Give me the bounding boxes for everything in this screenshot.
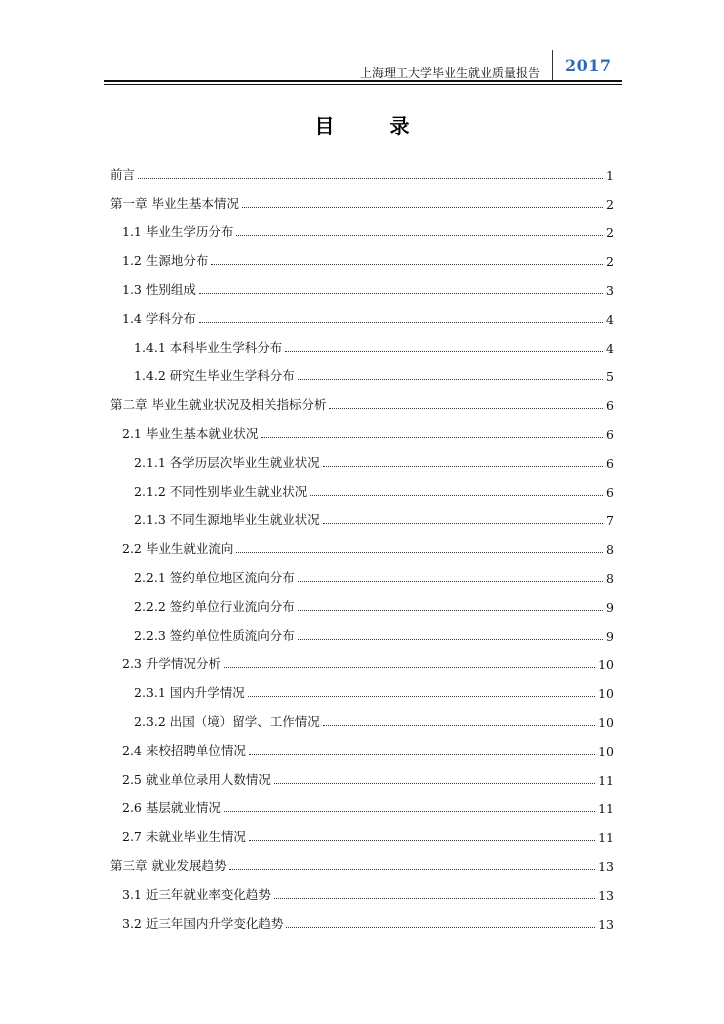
report-title: 上海理工大学毕业生就业质量报告 bbox=[360, 66, 541, 80]
toc-entry-label: 2.7 未就业毕业生情况 bbox=[122, 829, 246, 845]
toc-dot-leader bbox=[224, 811, 595, 812]
toc-entry-page: 4 bbox=[606, 311, 614, 327]
toc-dot-leader bbox=[229, 869, 595, 870]
toc-entry-page: 10 bbox=[598, 657, 614, 673]
toc-entry-page: 6 bbox=[606, 426, 614, 442]
toc-entry-label: 2.1 毕业生基本就业状况 bbox=[122, 425, 259, 441]
toc-entry-label: 2.1.1 各学历层次毕业生就业状况 bbox=[134, 454, 320, 470]
toc-dot-leader bbox=[298, 639, 603, 640]
toc-dot-leader bbox=[249, 754, 595, 755]
toc-entry-label: 2.2.2 签约单位行业流向分布 bbox=[134, 598, 295, 614]
toc-dot-leader bbox=[249, 840, 595, 841]
toc-entry[interactable] bbox=[110, 156, 614, 185]
toc-entry-page: 9 bbox=[606, 599, 614, 615]
toc-entry-label: 2.2.3 签约单位性质流向分布 bbox=[134, 627, 295, 643]
toc-dot-leader bbox=[286, 927, 595, 928]
toc-entry-label: 2.2.1 签约单位地区流向分布 bbox=[134, 569, 295, 585]
toc-entry[interactable] bbox=[110, 502, 614, 531]
toc-entry-page: 6 bbox=[606, 484, 614, 500]
toc-dot-leader bbox=[242, 207, 603, 208]
toc-entry-page: 11 bbox=[598, 801, 614, 817]
toc-entry-label: 1.1 毕业生学历分布 bbox=[122, 224, 234, 240]
toc-entry-label: 第三章 就业发展趋势 bbox=[110, 857, 227, 873]
toc-entry[interactable] bbox=[110, 559, 614, 588]
toc-dot-leader bbox=[274, 898, 595, 899]
toc-entry[interactable] bbox=[110, 617, 614, 646]
toc-entry[interactable] bbox=[110, 905, 614, 934]
toc-entry-page: 7 bbox=[606, 513, 614, 529]
toc-dot-leader bbox=[323, 466, 603, 467]
toc-entry-page: 11 bbox=[598, 830, 614, 846]
toc-dot-leader bbox=[236, 552, 603, 553]
table-of-contents bbox=[110, 156, 614, 934]
toc-entry-page: 8 bbox=[606, 570, 614, 586]
toc-entry-label: 1.4.2 研究生毕业生学科分布 bbox=[134, 368, 295, 384]
toc-entry-page: 4 bbox=[606, 340, 614, 356]
toc-entry-page: 10 bbox=[598, 686, 614, 702]
header-rule-thin bbox=[104, 84, 622, 85]
header-rule bbox=[104, 80, 622, 82]
toc-entry[interactable] bbox=[110, 300, 614, 329]
toc-entry-page: 10 bbox=[598, 743, 614, 759]
toc-title: 目 录 bbox=[314, 114, 434, 138]
toc-entry[interactable] bbox=[110, 271, 614, 300]
toc-entry-label: 2.3.2 出国（境）留学、工作情况 bbox=[134, 713, 320, 729]
toc-dot-leader bbox=[298, 610, 603, 611]
toc-dot-leader bbox=[310, 495, 603, 496]
toc-entry-page: 10 bbox=[598, 714, 614, 730]
toc-entry-label: 1.3 性别组成 bbox=[122, 281, 196, 297]
toc-entry-label: 2.3.1 国内升学情况 bbox=[134, 685, 245, 701]
toc-entry-page: 13 bbox=[598, 916, 614, 932]
toc-entry[interactable] bbox=[110, 732, 614, 761]
toc-dot-leader bbox=[329, 408, 603, 409]
toc-entry[interactable] bbox=[110, 847, 614, 876]
toc-entry[interactable] bbox=[110, 358, 614, 387]
toc-entry-label: 2.3 升学情况分析 bbox=[122, 656, 221, 672]
toc-entry[interactable] bbox=[110, 185, 614, 214]
toc-dot-leader bbox=[261, 437, 603, 438]
toc-dot-leader bbox=[285, 351, 603, 352]
toc-entry-label: 第二章 毕业生就业状况及相关指标分析 bbox=[110, 397, 327, 413]
toc-dot-leader bbox=[248, 696, 595, 697]
toc-entry[interactable] bbox=[110, 530, 614, 559]
toc-entry[interactable] bbox=[110, 790, 614, 819]
toc-entry[interactable] bbox=[110, 703, 614, 732]
toc-dot-leader bbox=[236, 235, 603, 236]
toc-dot-leader bbox=[323, 725, 595, 726]
toc-dot-leader bbox=[211, 264, 603, 265]
toc-entry-label: 2.1.2 不同性别毕业生就业状况 bbox=[134, 483, 308, 499]
toc-entry-label: 2.2 毕业生就业流向 bbox=[122, 541, 234, 557]
toc-dot-leader bbox=[298, 581, 603, 582]
toc-dot-leader bbox=[199, 322, 603, 323]
report-year: 2017 bbox=[565, 56, 612, 75]
toc-entry[interactable] bbox=[110, 242, 614, 271]
toc-entry-page: 3 bbox=[606, 282, 614, 298]
toc-entry-label: 2.6 基层就业情况 bbox=[122, 800, 221, 816]
toc-entry[interactable] bbox=[110, 214, 614, 243]
toc-entry-page: 6 bbox=[606, 455, 614, 471]
toc-entry-page: 11 bbox=[598, 772, 614, 788]
toc-dot-leader bbox=[298, 379, 603, 380]
toc-entry-label: 2.1.3 不同生源地毕业生就业状况 bbox=[134, 512, 320, 528]
toc-dot-leader bbox=[224, 667, 595, 668]
toc-entry-label: 1.4.1 本科毕业生学科分布 bbox=[134, 339, 283, 355]
toc-dot-leader bbox=[138, 178, 603, 179]
toc-entry-label: 3.1 近三年就业率变化趋势 bbox=[122, 886, 271, 902]
toc-entry-label: 1.2 生源地分布 bbox=[122, 253, 209, 269]
toc-dot-leader bbox=[199, 293, 603, 294]
toc-entry[interactable] bbox=[110, 444, 614, 473]
toc-entry-label: 3.2 近三年国内升学变化趋势 bbox=[122, 915, 284, 931]
header-divider bbox=[552, 50, 553, 80]
toc-entry-page: 13 bbox=[598, 858, 614, 874]
toc-entry-page: 2 bbox=[606, 196, 614, 212]
toc-entry-page: 9 bbox=[606, 628, 614, 644]
toc-entry-label: 2.5 就业单位录用人数情况 bbox=[122, 771, 271, 787]
toc-entry-page: 6 bbox=[606, 398, 614, 414]
toc-entry[interactable] bbox=[110, 329, 614, 358]
toc-entry[interactable] bbox=[110, 386, 614, 415]
toc-entry[interactable] bbox=[110, 674, 614, 703]
toc-entry-label: 2.4 来校招聘单位情况 bbox=[122, 742, 246, 758]
toc-entry-page: 5 bbox=[606, 369, 614, 385]
toc-entry[interactable] bbox=[110, 473, 614, 502]
toc-entry[interactable] bbox=[110, 818, 614, 847]
toc-entry[interactable] bbox=[110, 646, 614, 675]
toc-entry-label: 1.4 学科分布 bbox=[122, 310, 196, 326]
toc-entry-page: 13 bbox=[598, 887, 614, 903]
toc-entry-label: 第一章 毕业生基本情况 bbox=[110, 195, 239, 211]
toc-entry[interactable] bbox=[110, 876, 614, 905]
toc-entry[interactable] bbox=[110, 588, 614, 617]
toc-dot-leader bbox=[323, 523, 603, 524]
toc-entry-page: 2 bbox=[606, 254, 614, 270]
toc-entry[interactable] bbox=[110, 415, 614, 444]
toc-entry-label: 前言 bbox=[110, 166, 136, 182]
toc-entry-page: 8 bbox=[606, 542, 614, 558]
page-header bbox=[0, 0, 724, 90]
toc-entry-page: 2 bbox=[606, 225, 614, 241]
toc-entry-page: 1 bbox=[606, 167, 614, 183]
toc-entry[interactable] bbox=[110, 761, 614, 790]
toc-dot-leader bbox=[274, 783, 595, 784]
